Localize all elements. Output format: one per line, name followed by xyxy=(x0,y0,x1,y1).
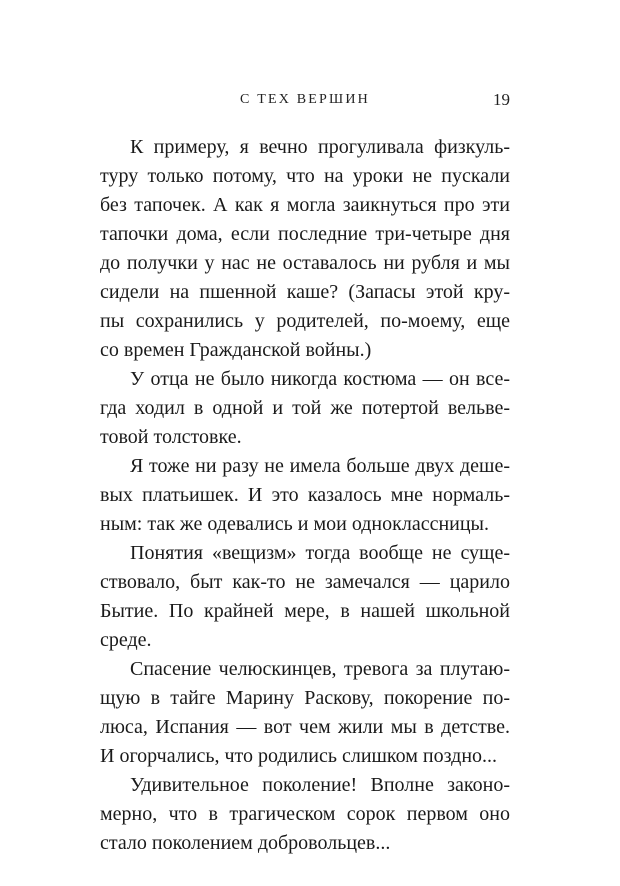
paragraph xyxy=(100,452,510,539)
text-line: сидели на пшенной каше? (Запасы этой кру- xyxy=(100,281,510,303)
text-line: Понятия «вещизм» тогда вообще не суще- xyxy=(130,542,510,564)
text-line: туру только потому, что на уроки не пускали xyxy=(100,165,510,187)
text-line: щую в тайге Марину Раскову, покорение по- xyxy=(100,687,510,709)
text-line: стало поколением добровольцев... xyxy=(100,832,391,854)
text-line: Я тоже ни разу не имела больше двух деше- xyxy=(130,455,510,477)
text-line: Бытие. По крайней мере, в нашей школьной xyxy=(100,600,510,622)
text-line: К примеру, я вечно прогуливала физкуль- xyxy=(130,136,510,158)
text-line: ным: так же одевались и мои одноклассницы. xyxy=(100,513,489,535)
paragraph xyxy=(100,539,510,655)
text-line: среде. xyxy=(100,629,152,651)
page-number: 19 xyxy=(493,90,510,109)
text-line: Спасение челюскинцев, тревога за плутаю- xyxy=(130,658,510,680)
text-line: И огорчались, что родились слишком поздно... xyxy=(100,745,498,767)
text-line: люса, Испания — вот чем жили мы в детстве. xyxy=(100,716,510,738)
paragraph xyxy=(100,655,510,771)
text-line: мерно, что в трагическом сорок первом оно xyxy=(100,803,510,825)
paragraph xyxy=(100,133,510,365)
text-line: ствовало, быт как-то не замечался — царило xyxy=(100,571,510,593)
page-header xyxy=(100,92,510,112)
paragraph xyxy=(100,771,510,858)
text-line: тапочки дома, если последние три-четыре дня xyxy=(100,223,510,245)
text-line: без тапочек. А как я могла заикнуться про эти xyxy=(100,194,510,216)
text-line: вых платьишек. И это казалось мне нормаль- xyxy=(100,484,510,506)
body-text xyxy=(100,133,510,858)
running-head: С ТЕХ ВЕРШИН xyxy=(240,92,370,107)
text-line: до получки у нас не оставалось ни рубля и мы xyxy=(100,252,510,274)
text-line: Удивительное поколение! Вполне законо- xyxy=(130,774,510,796)
text-line: пы сохранились у родителей, по-моему, еще xyxy=(100,310,510,332)
text-line: со времен Гражданской войны.) xyxy=(100,339,372,361)
text-line: гда ходил в одной и той же потертой вельве- xyxy=(100,397,510,419)
text-line: У отца не было никогда костюма — он все- xyxy=(130,368,510,390)
text-line: товой толстовке. xyxy=(100,426,242,448)
paragraph xyxy=(100,365,510,452)
